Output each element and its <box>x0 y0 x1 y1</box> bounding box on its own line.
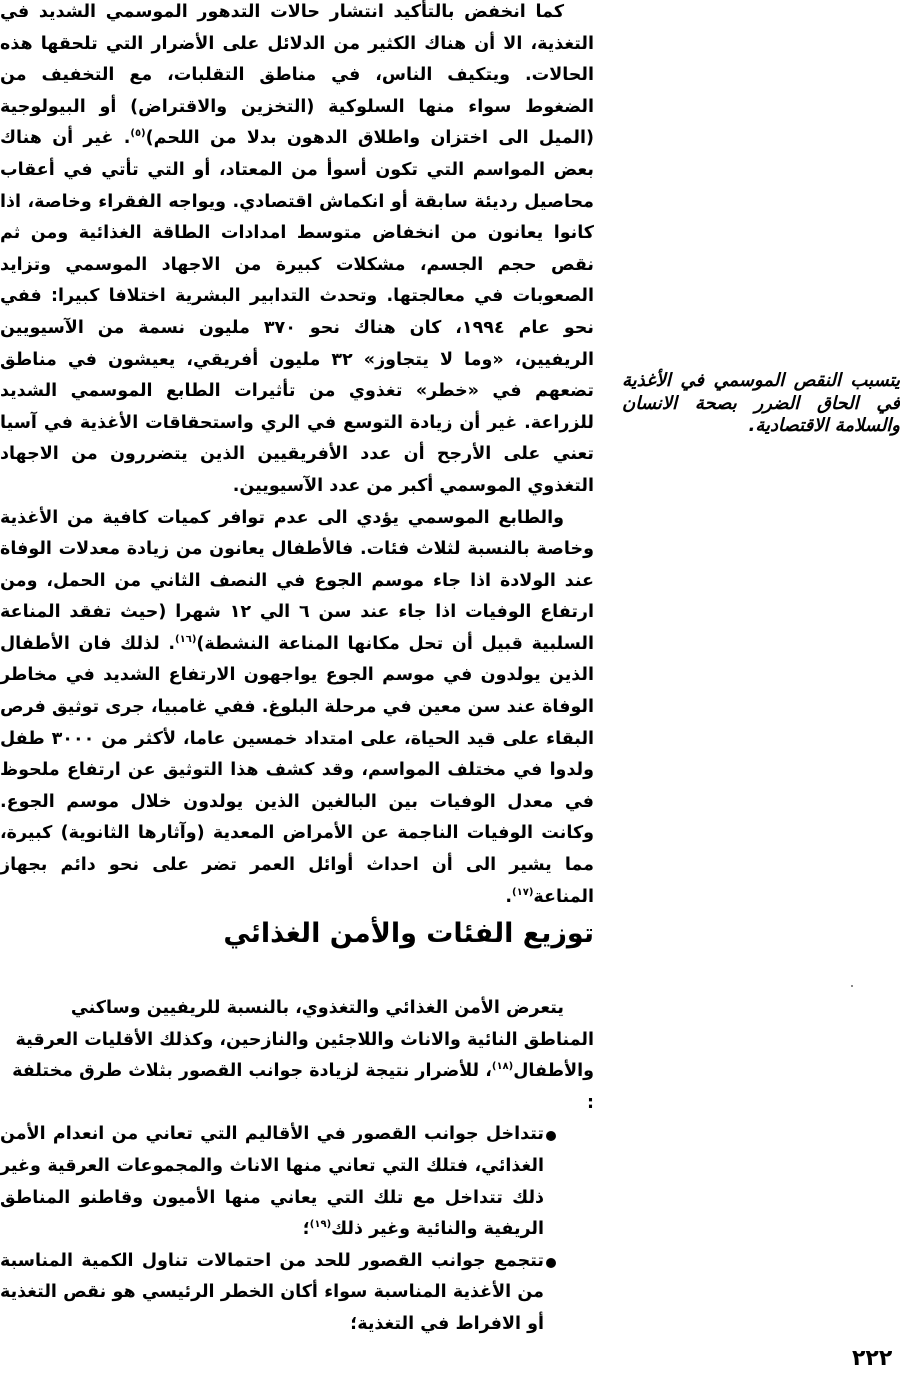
bullet-icon <box>546 1131 556 1141</box>
scan-speck <box>851 985 853 987</box>
paragraph-text-continued: . لذلك فان الأطفال الذين يولدون في موسم الجوع يواجهون الارتفاع الشديد في مخاطر الوفاة عند سن معين في مرحلة البلوغ. ففي غامبيا، جرى توثيق فرص البقاء على قيد الحياة، على امتداد خمسين عاما، لأكثر من ٣٠٠٠ طفل ولدوا في مختلف المواسم، وقد كشف هذا التوثيق عن ارتفاع ملحوظ في معدل الوفيات بين البالغين الذين يولدون خلال موسم الجوع. وكانت الوفيات الناجمة عن الأمراض المعدية (وآثارها الثانوية) كبيرة، مما يشير الى أن احداث أوائل العمر تضر على نحو دائم بجهاز المناعة <box>0 633 595 907</box>
footnote-ref[interactable]: (٥) <box>130 128 146 140</box>
paragraph-text-continued: ، للأضرار نتيجة لزيادة جوانب القصور بثلاث طرق مختلفة : <box>12 1061 594 1113</box>
footnote-ref[interactable]: (١٧) <box>512 886 534 898</box>
margin-note-text: يتسبب النقص الموسمي في الأغذية في الحاق الضرر بصحة الانسان والسلامة الاقتصادية. <box>622 370 900 436</box>
margin-note <box>622 370 900 438</box>
paragraph-text-continued: . غير أن هناك بعض المواسم التي تكون أسوأ من المعتاد، أو التي تأتي في أعقاب محاصيل رديئة سابقة أو انكماش اقتصادي. ويواجه الفقراء وخاصة، اذا كانوا يعانون من انخفاض متوسط امدادات الطاقة الغذائية ومن ثم نقص حجم الجسم، مشكلات كبيرة من الاجهاد الموسمي وتزايد الصعوبات في معالجتها. وتحدث التدابير البشرية اختلافا كبيرا: ففي نحو عام ١٩٩٤، كان هناك نحو ٣٧٠ مليون نسمة من الآسيويين الريفيين، «وما لا يتجاوز» ٣٢ مليون أفريقي، يعيشون في مناطق تضعهم في «خطر» تغذوي من تأثيرات الطابع الموسمي الشديد للزراعة. غير أن زيادة التوسع في الري واستحقاقات الأغذية في آسيا تعني على الأرجح أن عدد الأفريقيين الذين يتضررون من الاجهاد التغذوي الموسمي أكبر من عدد الآسيويين. <box>0 128 594 496</box>
footnote-ref[interactable]: (١٩) <box>309 1219 332 1231</box>
paragraph-seasonal-deterioration <box>0 0 594 503</box>
main-text-column <box>0 0 594 913</box>
paragraph-seasonality-groups <box>0 503 594 914</box>
bullet-text: تتجمع جوانب القصور للحد من احتمالات تناول الكمية المناسبة من الأغذية المناسبة سواء أكان الخطر الرئيسي هو نقص التغذية أو الافراط في التغذية؛ <box>0 1250 544 1334</box>
bullet-item <box>0 1246 594 1341</box>
bullet-text-end: ؛ <box>302 1219 310 1240</box>
page-number: ٢٢٢ <box>852 1346 893 1371</box>
bullet-text: تتداخل جوانب القصور في الأقاليم التي تعاني من انعدام الأمن الغذائي، فتلك التي تعاني منها الاناث والمجموعات العرقية وغير ذلك تتداخل مع تلك التي يعاني منها الأميون وقاطنو المناطق الريفية والنائية وغير ذلك <box>0 1124 544 1240</box>
section-body <box>0 993 594 1341</box>
paragraph-text: يتعرض الأمن الغذائي والتغذوي، بالنسبة للريفيين وساكني المناطق النائية والاناث واللاجئين والنازحين، وكذلك الأقليات العرقية والأطفال <box>15 998 594 1082</box>
bullet-icon <box>546 1258 556 1268</box>
section-heading: توزيع الفئات والأمن الغذائي <box>223 918 594 949</box>
footnote-ref[interactable]: (١٦) <box>175 634 197 646</box>
footnote-ref[interactable]: (١٨) <box>491 1061 514 1073</box>
bullet-item <box>0 1119 594 1245</box>
paragraph-text: كما انخفض بالتأكيد انتشار حالات التدهور الموسمي الشديد في التغذية، الا أن هناك الكثير من الدلائل على الأضرار التي تلحقها هذه الحالات. ويتكيف الناس، في مناطق التقلبات، مع التخفيف من الضغوط سواء منها السلوكية (التخزين والاقتراض) أو البيولوجية (الميل الى اختزان واطلاق الدهون بدلا من اللحم) <box>0 2 594 149</box>
section-intro-paragraph <box>0 993 594 1119</box>
paragraph-text: والطابع الموسمي يؤدي الى عدم توافر كميات كافية من الأغذية وخاصة بالنسبة لثلاث فئات. فالأطفال يعانون من زيادة معدلات الوفاة عند الولادة اذا جاء موسم الجوع في النصف الثاني من الحمل، ومن ارتفاع الوفيات اذا جاء عند سن ٦ الي ١٢ شهرا (حيث تفقد المناعة السلبية قبيل أن تحل مكانها المناعة النشطة) <box>0 507 594 654</box>
paragraph-text-end: . <box>505 886 513 907</box>
bullet-list <box>0 1119 594 1340</box>
